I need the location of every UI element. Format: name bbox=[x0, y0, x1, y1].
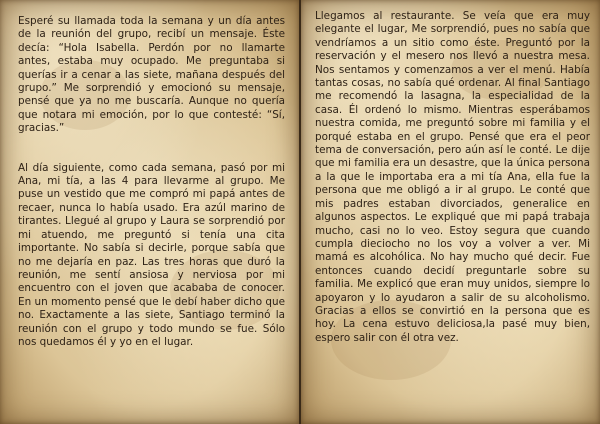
left-paragraph-1: Esperé su llamada toda la semana y un día antes de la reunión del grupo, recibí un mensaje. Éste decía: “Hola Isabella. Perdón por no llamarte antes, estaba muy ocupado. Me preguntaba si querías ir a cenar a las siete, mañana después del grupo.” Me sorprendió y emocionó su mensaje, pensé que ya no me buscaría. Aunque no quería que notara mi emoción, por lo que contesté: “Sí, gracias.” bbox=[18, 15, 285, 135]
left-page bbox=[0, 0, 299, 424]
right-page bbox=[301, 0, 600, 424]
left-paragraph-2: Al día siguiente, como cada semana, pasó por mi Ana, mi tía, a las 4 para llevarme al grupo. Me puse un vestido que me compró mi papá antes de recaer, nunca lo había usado. Era azúl marino de tirantes. Llegué al grupo y Laura se sorprendió por mi atuendo, me preguntó si tenía una cita importante. No sabía si decirle, porque sabía que no me dejaría en paz. Las tres horas que duró la reunión, me sentí ansiosa y nerviosa por mi encuentro con el joven que acababa de conocer. En un momento pensé que le debí haber dicho que no. Exactamente a las siete, Santiago terminó la reunión con el grupo y todo mundo se fue. Sólo nos quedamos él y yo en el lugar. bbox=[18, 161, 285, 348]
right-paragraph-1: Llegamos al restaurante. Se veía que era muy elegante el lugar, Me sorprendió, pues no sabía que vendríamos a un sitio como éste. Preguntó por la reservación y el mesero nos llevó a nuestra mesa. Nos sentamos y comenzamos a ver el menú. Había tantas cosas, no sabía qué ordenar. Al final Santiago me recomendó la lasagna, la especialidad de la casa. Él ordenó lo mismo. Mientras esperábamos nuestra comida, me preguntó sobre mi familia y el porqué estaba en el grupo. Pensé que era el peor tema de conversación, pero aún así le conté. Le dije que mi familia era un desastre, que la única persona a la que le importaba era a mi tía Ana, ella fue la persona que me obligó a ir al grupo. Le conté que mis padres estaban divorciados, generalice en algunos aspectos. Le expliqué que mi papá trabaja mucho, casi no lo veo. Estoy segura que cuando cumpla dieciocho no los voy a volver a ver. Mi mamá es alcohólica. No hay mucho qué decir. Fue entonces cuando decidí preguntarle sobre su familia. Me explicó que eran muy unidos, siempre lo apoyaron y lo ayudaron a salir de su alcoholismo. Gracias a ellos se convirtió en la persona que es hoy. La cena estuvo deliciosa,la pasé muy bien, espero salir con él otra vez. bbox=[315, 10, 590, 344]
